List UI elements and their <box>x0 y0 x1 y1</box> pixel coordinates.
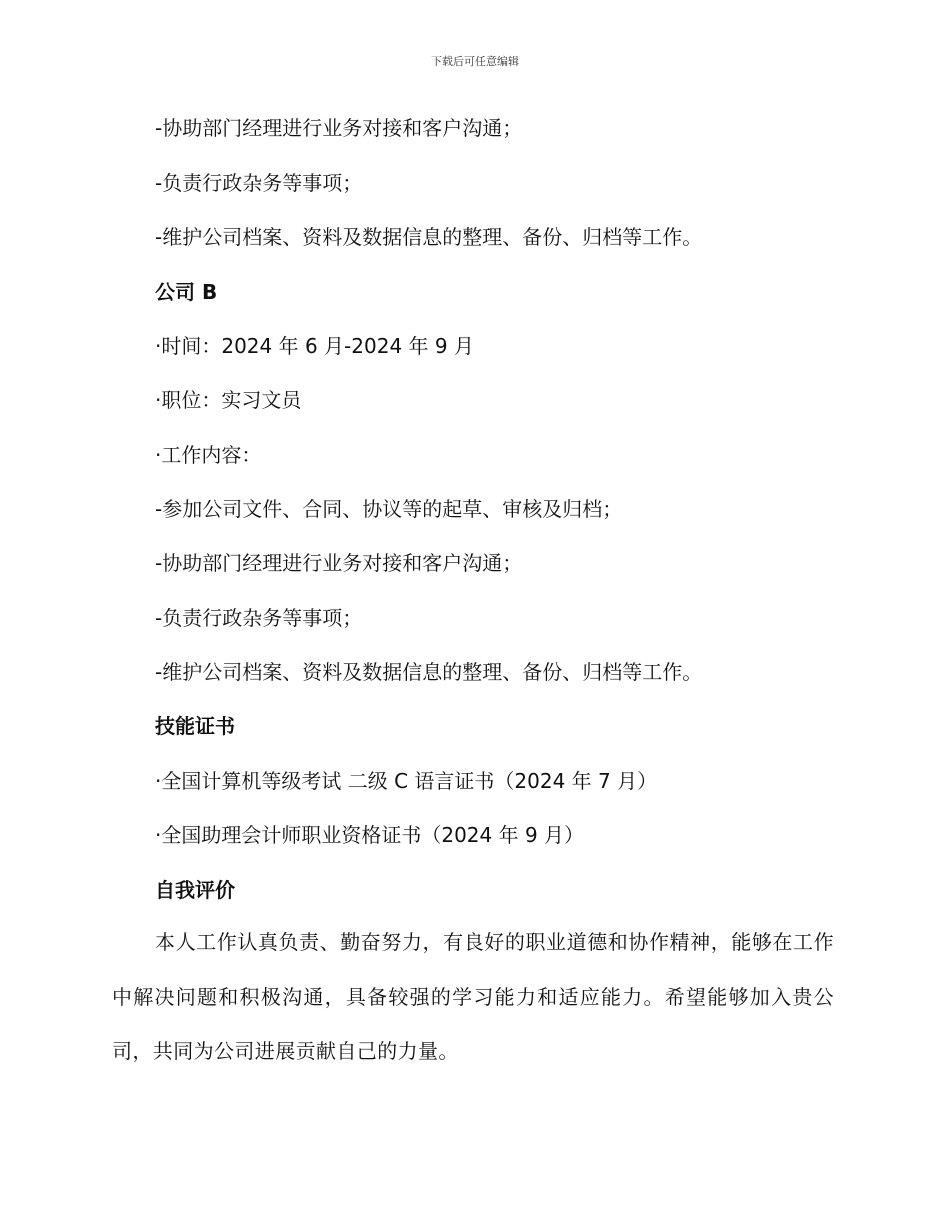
self-evaluation-heading: 自我评价 <box>155 878 235 902</box>
duty-line-admin-b: -负责行政杂务等事项； <box>155 606 363 630</box>
duty-line-archive-a: -维护公司档案、资料及数据信息的整理、备份、归档等工作。 <box>155 225 703 249</box>
company-b-heading: 公司 B <box>155 280 218 304</box>
skills-certificates-heading: 技能证书 <box>155 714 235 738</box>
duty-line-drafting-b: -参加公司文件、合同、协议等的起草、审核及归档； <box>155 497 623 521</box>
self-evaluation-paragraph: 本人工作认真负责、勤奋努力，有良好的职业道德和协作精神，能够在工作中解决问题和积极沟通，具备较强的学习能力和适应能力。希望能够加入贵公司，共同为公司进展贡献自己的力量。 <box>112 930 834 1063</box>
page-header: 下载后可任意编辑 <box>431 55 519 68</box>
company-b-work-content-label: ·工作内容： <box>155 443 262 467</box>
duty-line-coordinate-b: -协助部门经理进行业务对接和客户沟通； <box>155 551 523 575</box>
duty-line-archive-b: -维护公司档案、资料及数据信息的整理、备份、归档等工作。 <box>155 660 703 684</box>
duty-line-admin-a: -负责行政杂务等事项； <box>155 171 363 195</box>
company-b-time: ·时间：2024 年 6 月-2024 年 9 月 <box>155 334 474 358</box>
company-b-position: ·职位：实习文员 <box>155 388 302 412</box>
duty-line-coordinate-a: -协助部门经理进行业务对接和客户沟通； <box>155 116 523 140</box>
certificate-computer: ·全国计算机等级考试 二级 C 语言证书（2024 年 7 月） <box>155 769 658 793</box>
certificate-accounting: ·全国助理会计师职业资格证书（2024 年 9 月） <box>155 823 585 847</box>
